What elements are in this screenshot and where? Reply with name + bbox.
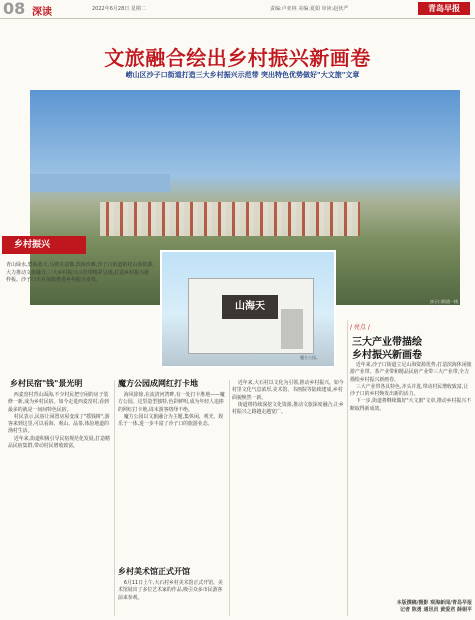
section-badge: 乡村振兴: [2, 236, 86, 254]
column-3: [232, 380, 344, 616]
editor-credits: 责编:卢亚林 美编:夏娟 审读:赵伙严: [270, 6, 349, 12]
page-number: 08: [3, 0, 26, 18]
page-header: [0, 0, 475, 19]
paragraph: 三大产业带各具特色,齐头并进,带动村民增收致富,让沙子口的乡村焕发出新的活力。: [350, 383, 469, 398]
col2-title: 魔方公园成网红打卡地: [118, 379, 198, 388]
paragraph: 村民表示,民宿让闲置房屋变成了"摇钱树",游客来到这里,可以看海、观山、品茶,体验地道的渔村生活。: [8, 413, 110, 435]
village-rooftops: [100, 202, 360, 236]
building-sign: 山海天: [222, 295, 278, 319]
right-title-line2: 乡村振兴新画卷: [352, 350, 422, 361]
paragraph: 近年来,街道积极引导民宿规范化发展,打造精品民宿集群,带动村民增收致富。: [8, 435, 110, 450]
building-pillar: [281, 309, 303, 349]
headline: 文旅融合绘出乡村振兴新画卷: [104, 46, 371, 70]
column-divider: [114, 380, 115, 616]
column-divider: [229, 380, 230, 616]
column-2: [118, 392, 226, 562]
paragraph: 下一步,街道将继续做好"大文旅"文章,推动乡村振兴不断取得新成效。: [350, 398, 472, 412]
col2b-title: 乡村美术馆正式开馆: [118, 567, 190, 576]
paragraph: 魔方公园以文旅融合为主题,集休闲、观光、娱乐于一体,进一步丰富了沙子口的旅游业态。: [118, 413, 224, 428]
column-4: [350, 362, 472, 596]
paragraph: 街道将持续深挖文化资源,推动文旅深度融合,让乡村振兴之路越走越宽广。: [232, 401, 344, 416]
newspaper-logo: 青岛早报: [418, 2, 470, 15]
lead-paragraph: 青山绿水,碧海蓝天,马赛克造像,滨海沙滩,沙子口街道依托山海资源,大力推动文旅融合,三大乡村振兴示范带精彩呈现,打造乡村振兴新样板。沙子口正在加快推进乡村振兴步伐。: [6, 262, 154, 283]
column-1: [8, 392, 112, 616]
section-name: 深读: [32, 7, 52, 18]
inset-caption: 魔方公园。: [300, 355, 320, 360]
column-2b: [118, 580, 226, 616]
issue-date: 2022年6月28日 星期二: [92, 6, 146, 12]
right-title-line1: 三大产业带描绘: [352, 337, 422, 348]
paragraph: 6月11日上午,大石村乡村美术馆正式开馆。美术馆展出了多位艺术家的作品,吸引众多市民游客前来参观。: [118, 580, 223, 601]
right-kicker: / 亮点 /: [350, 324, 370, 331]
column-divider: [347, 320, 348, 616]
paragraph: 海风徐徐,在流清河湾畔,有一处打卡胜地——魔方公园。这里造型独特,色彩鲜明,成为年轻人追捧的网红打卡地,周末游客络绎不绝。: [118, 392, 225, 413]
subheadline: 崂山区沙子口街道打造三大乡村振兴示范带 突出特色优势做好"大文旅"文章: [125, 71, 360, 79]
cube-park-building: [188, 278, 314, 354]
sea-area: [30, 174, 170, 192]
photo-caption: 沙子口街道一线美景。: [430, 299, 458, 310]
paragraph: 近年来,大石村以文化为引领,推动乡村振兴。如今村里文化气息浓厚,美术馆、书画院等陆续建成,乡村面貌焕然一新。: [232, 380, 344, 401]
col1-title: 乡村民宿"钱"景光明: [10, 379, 83, 388]
inset-photo: [160, 250, 336, 368]
paragraph: 西麦窑村背山面海,不少村民把空闲的房子装修一新,成为乡村民宿。如今走进西麦窑村,看到最多的就是一间间特色民宿。: [8, 392, 109, 413]
paragraph: 近年来,沙子口街道立足山海资源优势,打造滨海休闲旅游产业带、茶产业带和精品民宿产业带三大产业带,全力描绘乡村振兴新画卷。: [350, 362, 472, 383]
byline-credits: 本版撰稿/摄影 观海新闻/青岛早报 记者 陈勇 通讯员 黄爱君 薛娟平: [396, 600, 472, 613]
